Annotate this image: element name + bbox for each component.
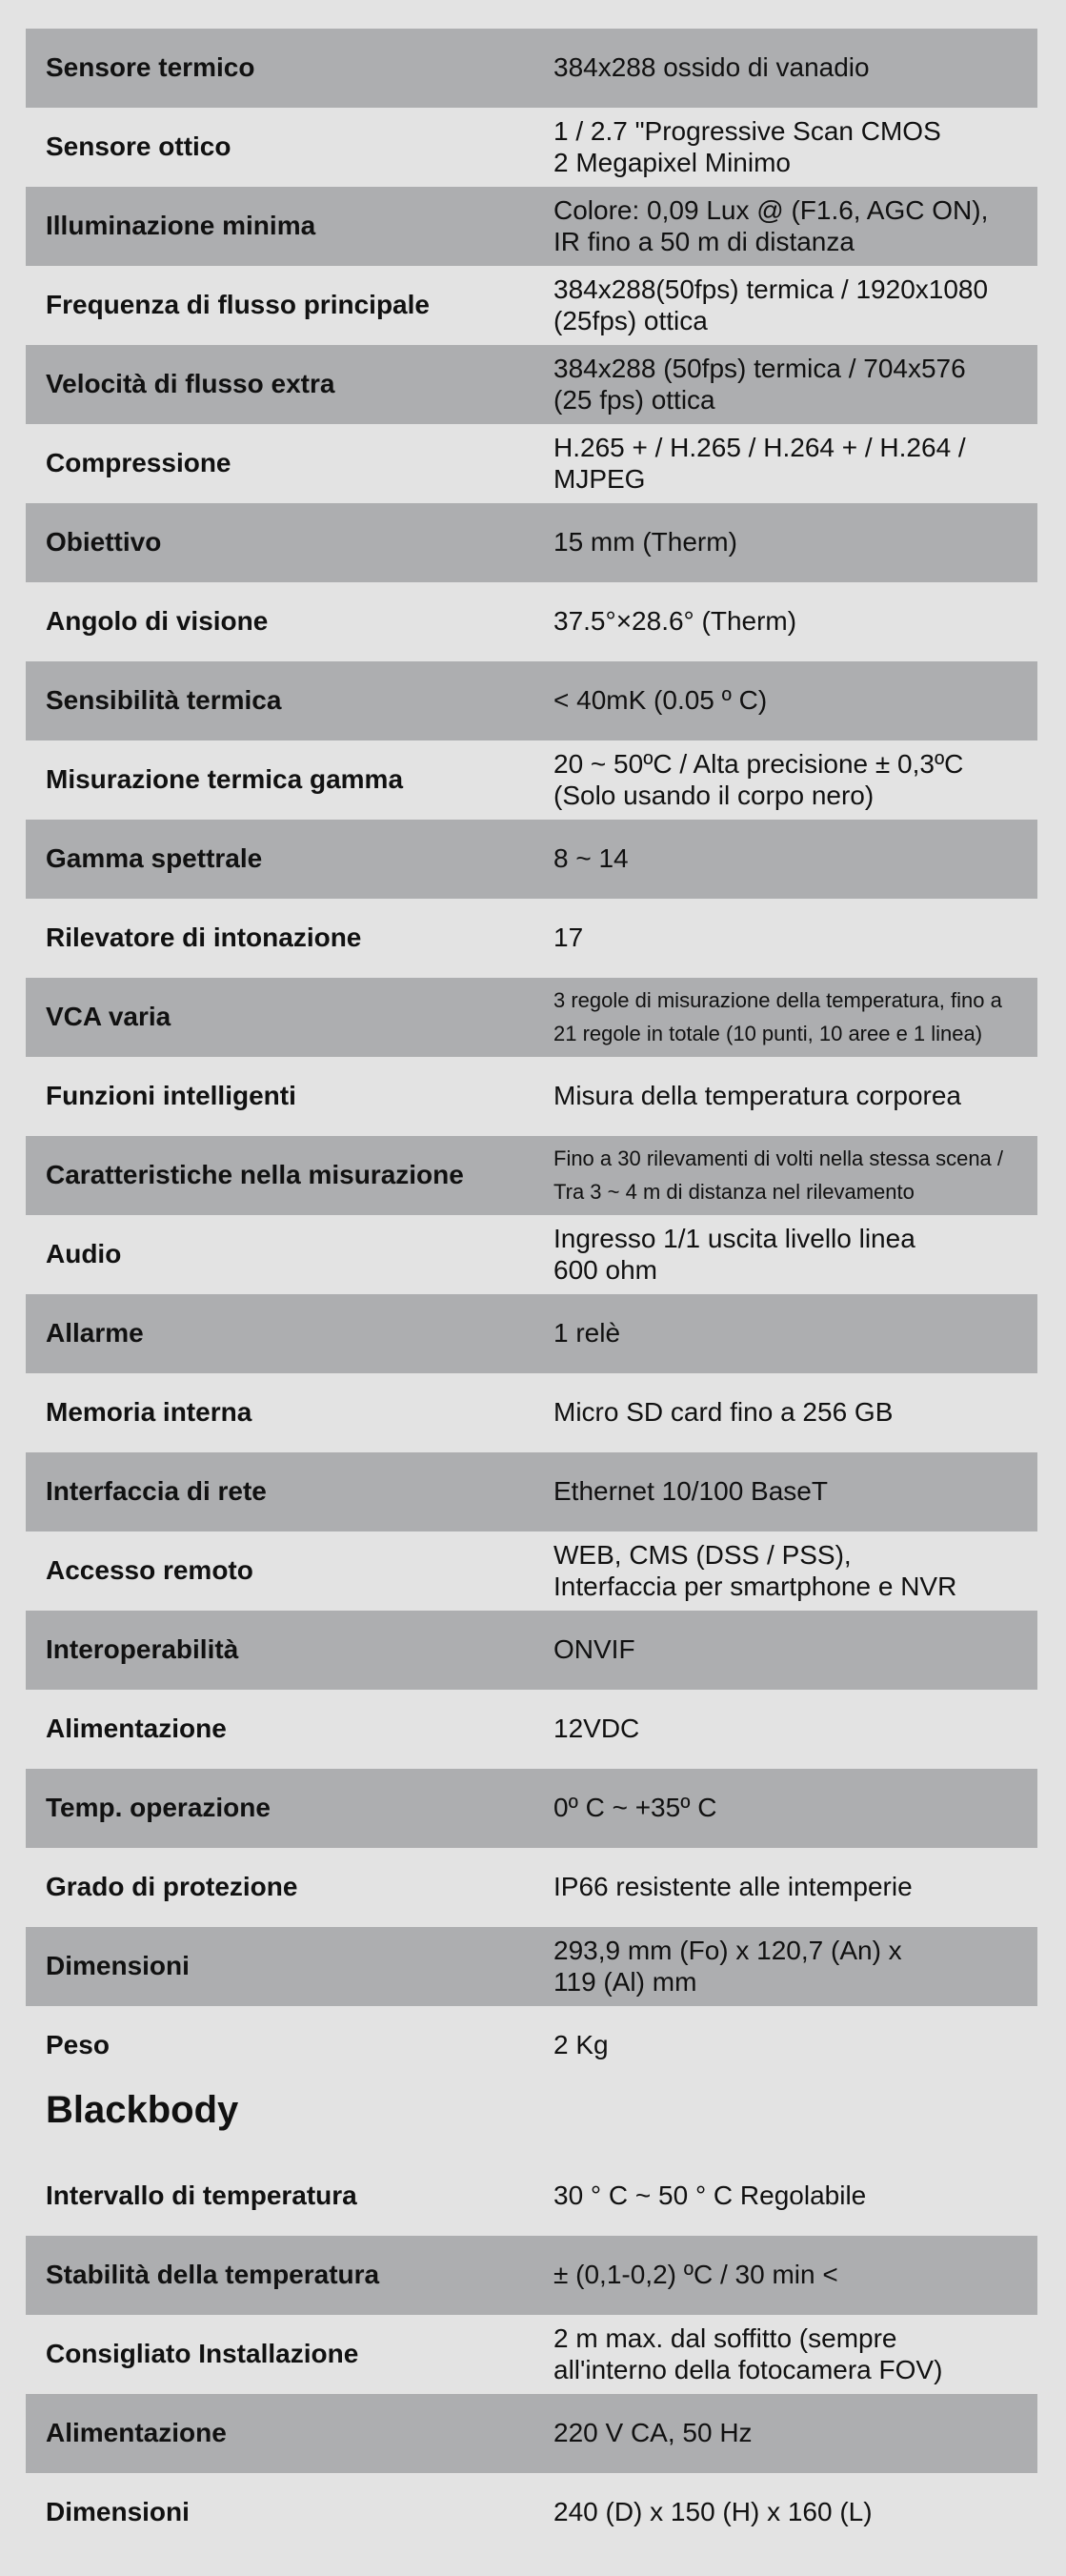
spec-row xyxy=(26,503,1037,582)
spec-label: Gamma spettrale xyxy=(46,843,263,874)
spec-row xyxy=(26,820,1037,899)
spec-label: Frequenza di flusso principale xyxy=(46,290,430,320)
spec-label: Sensore termico xyxy=(46,52,255,83)
spec-row xyxy=(26,1215,1037,1294)
spec-row xyxy=(26,1373,1037,1452)
spec-label: Rilevatore di intonazione xyxy=(46,923,362,953)
spec-value: 0º C ~ +35º C xyxy=(553,1793,717,1823)
spec-label: Dimensioni xyxy=(46,2497,190,2527)
spec-label: Allarme xyxy=(46,1318,144,1349)
spec-label: VCA varia xyxy=(46,1002,171,1032)
spec-row xyxy=(26,1927,1037,2006)
spec-row xyxy=(26,582,1037,661)
spec-label: Memoria interna xyxy=(46,1397,252,1428)
spec-label: Alimentazione xyxy=(46,2418,227,2448)
spec-row xyxy=(26,1136,1037,1215)
spec-value: Colore: 0,09 Lux @ (F1.6, AGC ON), IR fino a 50 m di distanza xyxy=(553,194,989,256)
spec-label: Compressione xyxy=(46,448,231,478)
spec-row xyxy=(26,1294,1037,1373)
spec-row xyxy=(26,2473,1037,2552)
spec-label: Illuminazione minima xyxy=(46,211,316,241)
spec-label: Interfaccia di rete xyxy=(46,1476,267,1507)
spec-label: Consigliato Installazione xyxy=(46,2339,359,2369)
spec-label: Sensore ottico xyxy=(46,132,231,162)
spec-row xyxy=(26,2236,1037,2315)
spec-row xyxy=(26,187,1037,266)
spec-row xyxy=(26,978,1037,1057)
spec-row xyxy=(26,661,1037,740)
spec-value: < 40mK (0.05 º C) xyxy=(553,685,768,716)
spec-row xyxy=(26,266,1037,345)
spec-value: IP66 resistente alle intemperie xyxy=(553,1872,913,1902)
spec-value: 2 m max. dal soffitto (sempre all'interno della fotocamera FOV) xyxy=(553,2322,943,2384)
spec-value: 30 ° C ~ 50 ° C Regolabile xyxy=(553,2180,867,2211)
spec-row xyxy=(26,2006,1037,2085)
spec-label: Dimensioni xyxy=(46,1951,190,1981)
spec-row xyxy=(26,424,1037,503)
spec-value: 2 Kg xyxy=(553,2030,609,2060)
spec-row xyxy=(26,1848,1037,1927)
spec-label: Accesso remoto xyxy=(46,1555,253,1586)
spec-value: 220 V CA, 50 Hz xyxy=(553,2418,753,2448)
spec-label: Temp. operazione xyxy=(46,1793,271,1823)
spec-row xyxy=(26,2157,1037,2236)
spec-label: Sensibilità termica xyxy=(46,685,282,716)
spec-label: Caratteristiche nella misurazione xyxy=(46,1160,464,1190)
spec-value: 17 xyxy=(553,923,584,953)
specs-table xyxy=(26,29,1037,2085)
spec-value: 1 relè xyxy=(553,1318,621,1349)
blackbody-title: Blackbody xyxy=(46,2089,239,2131)
spec-row xyxy=(26,2394,1037,2473)
spec-value: 12VDC xyxy=(553,1714,640,1744)
spec-value: ± (0,1-0,2) ºC / 30 min < xyxy=(553,2260,838,2290)
spec-label: Velocità di flusso extra xyxy=(46,369,335,399)
spec-label: Stabilità della temperatura xyxy=(46,2260,380,2290)
spec-row xyxy=(26,1611,1037,1690)
spec-value: Micro SD card fino a 256 GB xyxy=(553,1397,894,1428)
spec-value: Ingresso 1/1 uscita livello linea 600 ohm xyxy=(553,1223,915,1285)
spec-value: 240 (D) x 150 (H) x 160 (L) xyxy=(553,2497,873,2527)
spec-value: 3 regole di misurazione della temperatura, fino a 21 regole in totale (10 punti, 10 aree e 1 linea) xyxy=(553,988,1002,1045)
spec-value: 37.5°×28.6° (Therm) xyxy=(553,606,797,637)
spec-row xyxy=(26,1452,1037,1531)
spec-label: Grado di protezione xyxy=(46,1872,298,1902)
spec-value: 20 ~ 50ºC / Alta precisione ± 0,3ºC (Solo usando il corpo nero) xyxy=(553,748,964,810)
spec-value: 8 ~ 14 xyxy=(553,843,629,874)
spec-label: Alimentazione xyxy=(46,1714,227,1744)
spec-value: 293,9 mm (Fo) x 120,7 (An) x 119 (Al) mm xyxy=(553,1935,902,1997)
spec-value: 384x288 ossido di vanadio xyxy=(553,52,870,83)
spec-label: Interoperabilità xyxy=(46,1634,239,1665)
spec-label: Intervallo di temperatura xyxy=(46,2180,357,2211)
spec-row xyxy=(26,108,1037,187)
spec-label: Peso xyxy=(46,2030,110,2060)
spec-value: ONVIF xyxy=(553,1634,635,1665)
spec-row xyxy=(26,1531,1037,1611)
spec-row xyxy=(26,1690,1037,1769)
spec-label: Funzioni intelligenti xyxy=(46,1081,296,1111)
spec-value: 384x288(50fps) termica / 1920x1080 (25fps) ottica xyxy=(553,274,989,335)
spec-label: Angolo di visione xyxy=(46,606,269,637)
spec-row xyxy=(26,1769,1037,1848)
blackbody-table xyxy=(26,2157,1037,2552)
spec-value: 384x288 (50fps) termica / 704x576 (25 fps) ottica xyxy=(553,353,966,415)
spec-label: Misurazione termica gamma xyxy=(46,764,404,795)
spec-row xyxy=(26,899,1037,978)
spec-value: H.265 + / H.265 / H.264 + / H.264 / MJPEG xyxy=(553,432,966,494)
spec-label: Obiettivo xyxy=(46,527,162,558)
spec-value: 15 mm (Therm) xyxy=(553,527,737,558)
spec-value: Misura della temperatura corporea xyxy=(553,1081,961,1111)
spec-row xyxy=(26,2315,1037,2394)
spec-row xyxy=(26,1057,1037,1136)
spec-row xyxy=(26,740,1037,820)
spec-value: WEB, CMS (DSS / PSS), Interfaccia per smartphone e NVR xyxy=(553,1539,957,1601)
spec-value: 1 / 2.7 "Progressive Scan CMOS 2 Megapixel Minimo xyxy=(553,115,941,177)
spec-label: Audio xyxy=(46,1239,122,1269)
spec-row xyxy=(26,29,1037,108)
spec-value: Ethernet 10/100 BaseT xyxy=(553,1476,828,1507)
spec-row xyxy=(26,345,1037,424)
spec-value: Fino a 30 rilevamenti di volti nella stessa scena / Tra 3 ~ 4 m di distanza nel rilevamento xyxy=(553,1146,1004,1204)
